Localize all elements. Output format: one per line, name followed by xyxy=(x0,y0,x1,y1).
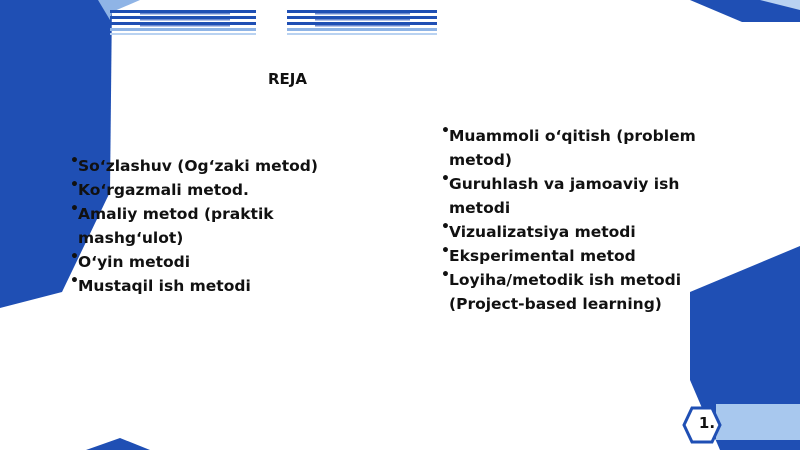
list-item: • Amaliy metod (praktik mashg‘ulot) xyxy=(70,202,370,250)
list-item: • Loyiha/metodik ish metodi (Project-based learning) xyxy=(441,268,711,316)
bottom-left-blue-shape xyxy=(86,438,150,450)
list-item: • Ko‘rgazmali metod. xyxy=(70,178,370,202)
list-item: • Muammoli o‘qitish (problem metod) xyxy=(441,124,711,172)
stripe-banner-right xyxy=(287,10,437,35)
list-item: • Vizualizatsiya metodi xyxy=(441,220,711,244)
page-number: 1. xyxy=(698,414,716,432)
stripe-banner-left xyxy=(110,10,256,35)
list-item: • O‘yin metodi xyxy=(70,250,370,274)
list-item: • So‘zlashuv (Og‘zaki metod) xyxy=(70,154,370,178)
slide-title: REJA xyxy=(268,70,307,88)
list-item: • Mustaqil ish metodi xyxy=(70,274,370,298)
list-item: • Guruhlash va jamoaviy ish metodi xyxy=(441,172,711,220)
right-method-list xyxy=(441,124,711,316)
list-item: • Eksperimental metod xyxy=(441,244,711,268)
left-method-list xyxy=(70,154,370,298)
bottom-right-light-band xyxy=(716,404,800,440)
